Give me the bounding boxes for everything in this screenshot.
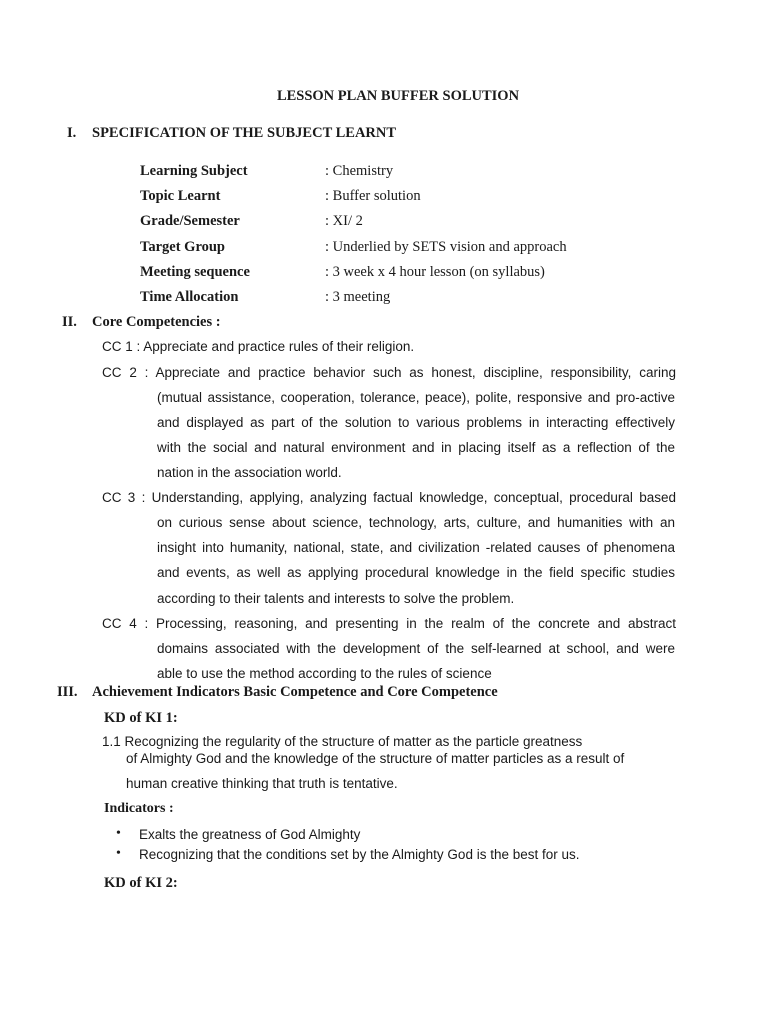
cc2-line-3: and displayed as part of the solution to various problems in interacting effectively (157, 415, 675, 430)
section-2-title: Core Competencies : (92, 314, 221, 330)
kd1-line-2: of Almighty God and the knowledge of the structure of matter particles as a result of (126, 751, 625, 766)
cc4-line-2: domains associated with the development of the self-learned at school, and were (157, 641, 675, 656)
section-3-number: III. (57, 684, 78, 700)
cc3-line-2: on curious sense about science, technology, arts, culture, and humanities with an (157, 515, 675, 530)
cc2-line-2: (mutual assistance, cooperation, tolerance, peace), polite, responsive and pro-active (157, 390, 675, 405)
section-2-number: II. (62, 314, 77, 330)
spec-label-topic: Topic Learnt (140, 188, 221, 204)
spec-value-meeting-sequence: : 3 week x 4 hour lesson (on syllabus) (325, 264, 545, 280)
spec-label-target-group: Target Group (140, 239, 225, 255)
spec-value-grade: : XI/ 2 (325, 213, 363, 229)
section-1-number: I. (67, 125, 77, 141)
bullet-icon: • (116, 846, 121, 861)
kd1-line-1: 1.1 Recognizing the regularity of the structure of matter as the particle greatness (102, 734, 583, 749)
spec-value-time-allocation: : 3 meeting (325, 289, 391, 305)
cc4-line-1: CC 4 : Processing, reasoning, and presenting in the realm of the concrete and abstract (102, 616, 676, 631)
bullet-icon: • (116, 826, 121, 841)
cc2-line-1: CC 2 : Appreciate and practice behavior such as honest, discipline, responsibility, caring (102, 365, 676, 380)
cc3-line-4: and events, as well as applying procedural knowledge in the field specific studies (157, 565, 675, 580)
spec-value-learning-subject: : Chemistry (325, 163, 394, 179)
document-title: LESSON PLAN BUFFER SOLUTION (276, 88, 520, 104)
kd1-line-3: human creative thinking that truth is tentative. (126, 776, 398, 791)
cc1-text: CC 1 : Appreciate and practice rules of their religion. (102, 339, 415, 354)
cc2-line-5: nation in the association world. (157, 465, 342, 480)
cc3-line-1: CC 3 : Understanding, applying, analyzing factual knowledge, conceptual, procedural based (102, 490, 676, 505)
cc3-line-5: according to their talents and interests to solve the problem. (157, 591, 515, 606)
kd2-heading: KD of KI 2: (104, 875, 178, 891)
spec-label-learning-subject: Learning Subject (140, 163, 248, 179)
spec-value-topic: : Buffer solution (325, 188, 421, 204)
kd1-heading: KD of KI 1: (104, 710, 178, 726)
cc4-line-3: able to use the method according to the rules of science (157, 666, 492, 681)
cc3-line-3: insight into humanity, national, state, and civilization -related causes of phenomena (157, 540, 675, 555)
spec-label-time-allocation: Time Allocation (140, 289, 239, 305)
indicators-label: Indicators : (104, 801, 174, 816)
spec-value-target-group: : Underlied by SETS vision and approach (325, 239, 567, 255)
cc2-line-4: with the social and natural environment and in placing itself as a reflection of the (157, 440, 675, 455)
indicator-item-1: Exalts the greatness of God Almighty (139, 827, 361, 842)
section-1-title: SPECIFICATION OF THE SUBJECT LEARNT (92, 125, 397, 141)
spec-label-meeting-sequence: Meeting sequence (140, 264, 250, 280)
spec-label-grade: Grade/Semester (140, 213, 240, 229)
indicator-item-2: Recognizing that the conditions set by the Almighty God is the best for us. (139, 847, 580, 862)
section-3-title: Achievement Indicators Basic Competence and Core Competence (92, 684, 498, 700)
